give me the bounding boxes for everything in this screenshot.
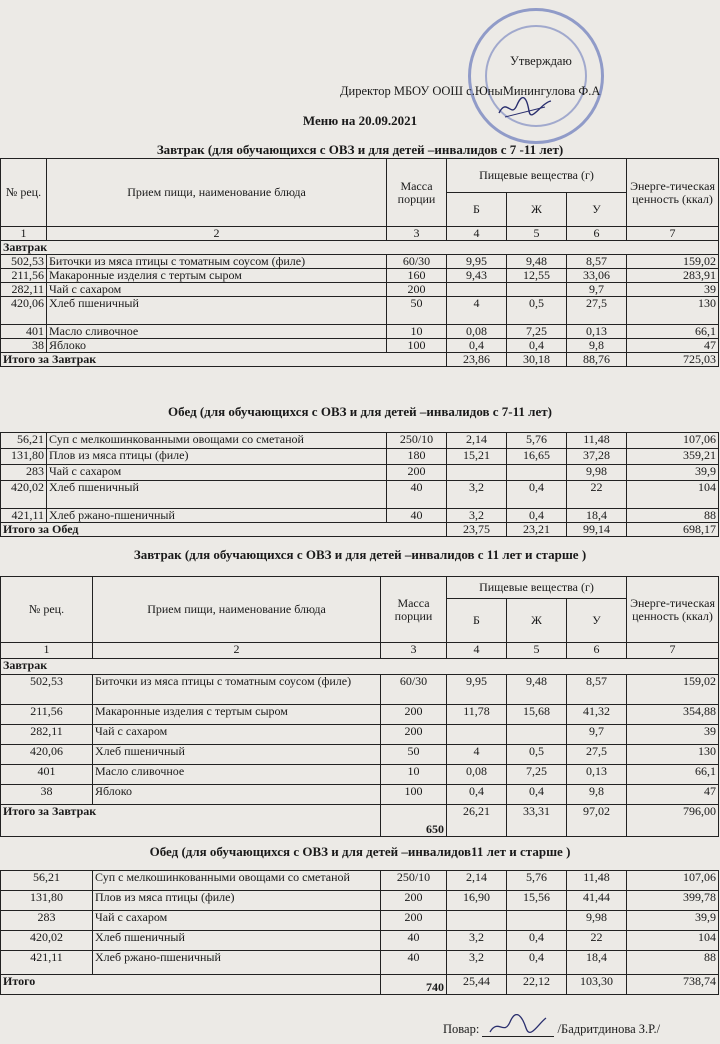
table-cell: 41,32 — [567, 705, 627, 725]
table-cell: 9,95 — [447, 255, 507, 269]
table-cell: 3,2 — [447, 481, 507, 509]
table-cell: 200 — [381, 705, 447, 725]
menu-table — [0, 576, 719, 837]
table-cell: 0,08 — [447, 325, 507, 339]
table-cell: Масло сливочное — [93, 765, 381, 785]
total-row — [1, 805, 719, 837]
col-rec: № рец. — [1, 159, 47, 227]
table-cell: 15,21 — [447, 449, 507, 465]
meal-subheading: Завтрак — [1, 241, 719, 255]
table-cell: 10 — [387, 325, 447, 339]
col-number: 3 — [387, 227, 447, 241]
table-cell: 3,2 — [447, 509, 507, 523]
total-cell: 22,12 — [507, 975, 567, 995]
table-cell — [447, 465, 507, 481]
table-cell: 354,88 — [627, 705, 719, 725]
table-cell: 9,48 — [507, 255, 567, 269]
total-cell: 23,75 — [447, 523, 507, 537]
table-cell: 15,68 — [507, 705, 567, 725]
col-energy: Энерге-тическая ценность (ккал) — [627, 159, 719, 227]
table-cell: 2,14 — [447, 871, 507, 891]
table-cell: 0,08 — [447, 765, 507, 785]
table-cell: 4 — [447, 297, 507, 325]
table-cell: 200 — [387, 283, 447, 297]
table-row — [1, 433, 719, 449]
col-number: 7 — [627, 643, 719, 659]
table-cell: Чай с сахаром — [93, 725, 381, 745]
table-cell: 211,56 — [1, 705, 93, 725]
col-zh: Ж — [507, 599, 567, 643]
table-cell: 22 — [567, 931, 627, 951]
table-row — [1, 297, 719, 325]
table-cell: 11,48 — [567, 871, 627, 891]
table-cell: 283,91 — [627, 269, 719, 283]
table-cell: Биточки из мяса птицы с томатным соусом (филе) — [47, 255, 387, 269]
table-cell: 283 — [1, 911, 93, 931]
col-number: 5 — [507, 227, 567, 241]
table-row — [1, 725, 719, 745]
table-cell: 131,80 — [1, 891, 93, 911]
approval-label: Утверждаю — [510, 54, 572, 68]
table-cell: 180 — [387, 449, 447, 465]
table-row — [1, 481, 719, 509]
table-cell: Биточки из мяса птицы с томатным соусом (филе) — [93, 675, 381, 705]
col-number: 1 — [1, 227, 47, 241]
table-cell: 40 — [381, 951, 447, 975]
table-cell: 0,5 — [507, 297, 567, 325]
table-row — [1, 891, 719, 911]
total-cell: 97,02 — [567, 805, 627, 837]
col-number: 5 — [507, 643, 567, 659]
col-energy: Энерге-тическая ценность (ккал) — [627, 577, 719, 643]
total-cell: 33,31 — [507, 805, 567, 837]
table-cell: 420,06 — [1, 297, 47, 325]
table-cell — [507, 283, 567, 297]
table-cell: 60/30 — [387, 255, 447, 269]
cook-signature-line — [443, 1022, 660, 1037]
col-number: 2 — [47, 227, 387, 241]
director-line: Директор МБОУ ООШ с.ЮныМинингулова Ф.А — [340, 84, 601, 98]
table-cell: Хлеб ржано-пшеничный — [47, 509, 387, 523]
table-row — [1, 325, 719, 339]
table-cell: 38 — [1, 785, 93, 805]
table-cell — [447, 283, 507, 297]
table-cell: 0,4 — [447, 339, 507, 353]
table-cell: 283 — [1, 465, 47, 481]
table-cell: 159,02 — [627, 255, 719, 269]
col-mass: Масса порции — [387, 159, 447, 227]
table-cell: Макаронные изделия с тертым сыром — [93, 705, 381, 725]
col-rec: № рец. — [1, 577, 93, 643]
col-number: 3 — [381, 643, 447, 659]
table-cell: 104 — [627, 931, 719, 951]
col-b: Б — [447, 193, 507, 227]
total-cell: Итого — [1, 975, 381, 995]
total-cell: Итого за Обед — [1, 523, 447, 537]
table-cell: 0,4 — [507, 339, 567, 353]
table-cell: Яблоко — [47, 339, 387, 353]
col-b: Б — [447, 599, 507, 643]
table-row — [1, 745, 719, 765]
table-cell: 47 — [627, 339, 719, 353]
table-cell: 159,02 — [627, 675, 719, 705]
table-cell: 0,4 — [507, 951, 567, 975]
table-cell: 502,53 — [1, 675, 93, 705]
table-cell: 250/10 — [381, 871, 447, 891]
total-cell: 740 — [381, 975, 447, 995]
table-cell: 401 — [1, 325, 47, 339]
table-cell: 211,56 — [1, 269, 47, 283]
total-cell: 725,03 — [627, 353, 719, 367]
table-cell: 160 — [387, 269, 447, 283]
col-number: 1 — [1, 643, 93, 659]
table-cell: 40 — [387, 509, 447, 523]
section-title: Обед (для обучающихся с ОВЗ и для детей –инвалидов с 7-11 лет) — [168, 404, 552, 419]
table-cell: 66,1 — [627, 325, 719, 339]
table-cell: Чай с сахаром — [93, 911, 381, 931]
total-cell: 99,14 — [567, 523, 627, 537]
total-cell: 103,30 — [567, 975, 627, 995]
col-nutrients: Пищевые вещества (г) — [447, 159, 627, 193]
col-number: 2 — [93, 643, 381, 659]
table-row — [1, 509, 719, 523]
table-cell: 66,1 — [627, 765, 719, 785]
table-cell: 100 — [381, 785, 447, 805]
table-cell: 15,56 — [507, 891, 567, 911]
table-row — [1, 339, 719, 353]
col-mass: Масса порции — [381, 577, 447, 643]
table-cell: 12,55 — [507, 269, 567, 283]
table-cell: 2,14 — [447, 433, 507, 449]
table-cell: 47 — [627, 785, 719, 805]
table-cell: 10 — [381, 765, 447, 785]
table-row — [1, 675, 719, 705]
table-cell: 3,2 — [447, 931, 507, 951]
col-dish: Прием пищи, наименование блюда — [93, 577, 381, 643]
total-cell: 23,86 — [447, 353, 507, 367]
table-cell: 88 — [627, 951, 719, 975]
total-row — [1, 353, 719, 367]
total-cell: 738,74 — [627, 975, 719, 995]
section-title: Завтрак (для обучающихся с ОВЗ и для детей –инвалидов с 11 лет и старше ) — [133, 547, 587, 562]
table-cell: Хлеб пшеничный — [93, 745, 381, 765]
table-cell: 39,9 — [627, 465, 719, 481]
table-cell: 50 — [381, 745, 447, 765]
table-cell: Суп с мелкошинкованными овощами со сметаной — [93, 871, 381, 891]
table-row — [1, 931, 719, 951]
cook-signature — [482, 1024, 554, 1037]
table-row — [1, 765, 719, 785]
table-cell: 60/30 — [381, 675, 447, 705]
table-cell — [447, 911, 507, 931]
table-cell: 37,28 — [567, 449, 627, 465]
table-cell — [507, 465, 567, 481]
table-cell: 9,8 — [567, 339, 627, 353]
table-cell: 88 — [627, 509, 719, 523]
total-row — [1, 523, 719, 537]
col-u: У — [567, 599, 627, 643]
total-cell: 25,44 — [447, 975, 507, 995]
table-row — [1, 269, 719, 283]
table-cell: 9,7 — [567, 725, 627, 745]
table-cell: 9,7 — [567, 283, 627, 297]
table-cell: 420,02 — [1, 931, 93, 951]
table-cell: 107,06 — [627, 871, 719, 891]
table-cell: 0,4 — [447, 785, 507, 805]
table-cell: Яблоко — [93, 785, 381, 805]
table-cell: Макаронные изделия с тертым сыром — [47, 269, 387, 283]
table-cell: 0,13 — [567, 325, 627, 339]
total-cell: 23,21 — [507, 523, 567, 537]
table-cell: 41,44 — [567, 891, 627, 911]
table-cell: 9,95 — [447, 675, 507, 705]
table-cell: 4 — [447, 745, 507, 765]
table-cell: 100 — [387, 339, 447, 353]
table-cell: 502,53 — [1, 255, 47, 269]
table-cell: 0,4 — [507, 931, 567, 951]
col-zh: Ж — [507, 193, 567, 227]
table-cell: 39,9 — [627, 911, 719, 931]
table-cell: 7,25 — [507, 325, 567, 339]
table-cell — [447, 725, 507, 745]
table-cell: Плов из мяса птицы (филе) — [93, 891, 381, 911]
col-number: 4 — [447, 227, 507, 241]
table-cell: 359,21 — [627, 449, 719, 465]
table-row — [1, 283, 719, 297]
table-cell: 9,8 — [567, 785, 627, 805]
table-cell: 18,4 — [567, 509, 627, 523]
menu-table — [0, 158, 719, 367]
table-cell: Хлеб пшеничный — [93, 931, 381, 951]
table-cell: 39 — [627, 725, 719, 745]
table-cell: 250/10 — [387, 433, 447, 449]
menu-table — [0, 432, 719, 537]
table-cell: 107,06 — [627, 433, 719, 449]
table-cell: 16,90 — [447, 891, 507, 911]
table-cell: 401 — [1, 765, 93, 785]
table-cell: 130 — [627, 745, 719, 765]
table-cell: 0,13 — [567, 765, 627, 785]
total-cell: 88,76 — [567, 353, 627, 367]
table-cell: Суп с мелкошинкованными овощами со сметаной — [47, 433, 387, 449]
total-cell: 650 — [381, 805, 447, 837]
table-cell: 3,2 — [447, 951, 507, 975]
col-u: У — [567, 193, 627, 227]
table-cell: 282,11 — [1, 725, 93, 745]
menu-title: Меню на 20.09.2021 — [302, 113, 418, 128]
table-cell: 56,21 — [1, 871, 93, 891]
table-cell: Масло сливочное — [47, 325, 387, 339]
table-cell: 38 — [1, 339, 47, 353]
table-cell — [507, 911, 567, 931]
table-cell: 22 — [567, 481, 627, 509]
total-cell: Итого за Завтрак — [1, 805, 381, 837]
table-row — [1, 705, 719, 725]
table-cell: Плов из мяса птицы (филе) — [47, 449, 387, 465]
table-cell: 33,06 — [567, 269, 627, 283]
table-cell: Чай с сахаром — [47, 465, 387, 481]
table-cell: 200 — [381, 725, 447, 745]
table-cell: 50 — [387, 297, 447, 325]
table-cell: 11,48 — [567, 433, 627, 449]
menu-table — [0, 870, 719, 995]
col-number: 4 — [447, 643, 507, 659]
table-cell: 421,11 — [1, 951, 93, 975]
table-cell: 40 — [387, 481, 447, 509]
table-cell: 9,98 — [567, 911, 627, 931]
table-cell — [507, 725, 567, 745]
table-cell: 40 — [381, 931, 447, 951]
table-cell: 16,65 — [507, 449, 567, 465]
col-number: 6 — [567, 227, 627, 241]
cook-label: Повар: — [443, 1022, 480, 1036]
table-cell: 8,57 — [567, 255, 627, 269]
table-cell: Хлеб пшеничный — [47, 297, 387, 325]
table-cell: 27,5 — [567, 745, 627, 765]
table-cell: 9,43 — [447, 269, 507, 283]
table-row — [1, 785, 719, 805]
total-row — [1, 975, 719, 995]
total-cell: Итого за Завтрак — [1, 353, 447, 367]
table-cell: 5,76 — [507, 433, 567, 449]
table-cell: 421,11 — [1, 509, 47, 523]
total-cell: 26,21 — [447, 805, 507, 837]
table-cell: 420,02 — [1, 481, 47, 509]
table-cell: 0,4 — [507, 785, 567, 805]
table-cell: 9,48 — [507, 675, 567, 705]
table-cell: 200 — [381, 891, 447, 911]
table-cell: 9,98 — [567, 465, 627, 481]
meal-subheading: Завтрак — [1, 659, 719, 675]
table-cell: Хлеб ржано-пшеничный — [93, 951, 381, 975]
table-cell: 0,5 — [507, 745, 567, 765]
section-title: Обед (для обучающихся с ОВЗ и для детей –инвалидов11 лет и старше ) — [149, 844, 571, 859]
table-row — [1, 911, 719, 931]
table-cell: 104 — [627, 481, 719, 509]
col-dish: Прием пищи, наименование блюда — [47, 159, 387, 227]
table-row — [1, 255, 719, 269]
table-row — [1, 449, 719, 465]
table-cell: 200 — [381, 911, 447, 931]
col-nutrients: Пищевые вещества (г) — [447, 577, 627, 599]
table-cell: 282,11 — [1, 283, 47, 297]
table-cell: 420,06 — [1, 745, 93, 765]
table-cell: 399,78 — [627, 891, 719, 911]
total-cell: 698,17 — [627, 523, 719, 537]
table-cell: 131,80 — [1, 449, 47, 465]
table-cell: 39 — [627, 283, 719, 297]
table-cell: 200 — [387, 465, 447, 481]
table-cell: 27,5 — [567, 297, 627, 325]
total-cell: 30,18 — [507, 353, 567, 367]
table-row — [1, 465, 719, 481]
table-cell: 11,78 — [447, 705, 507, 725]
section-title: Завтрак (для обучающихся с ОВЗ и для детей –инвалидов с 7 -11 лет) — [156, 142, 564, 157]
table-row — [1, 951, 719, 975]
table-cell: 56,21 — [1, 433, 47, 449]
table-cell: 8,57 — [567, 675, 627, 705]
total-cell: 796,00 — [627, 805, 719, 837]
table-cell: 18,4 — [567, 951, 627, 975]
table-cell: 0,4 — [507, 481, 567, 509]
table-cell: 7,25 — [507, 765, 567, 785]
table-row — [1, 871, 719, 891]
table-cell: 5,76 — [507, 871, 567, 891]
col-number: 6 — [567, 643, 627, 659]
col-number: 7 — [627, 227, 719, 241]
table-cell: Хлеб пшеничный — [47, 481, 387, 509]
table-cell: 130 — [627, 297, 719, 325]
table-cell: 0,4 — [507, 509, 567, 523]
cook-name: /Бадритдинова З.Р./ — [557, 1022, 661, 1036]
table-cell: Чай с сахаром — [47, 283, 387, 297]
